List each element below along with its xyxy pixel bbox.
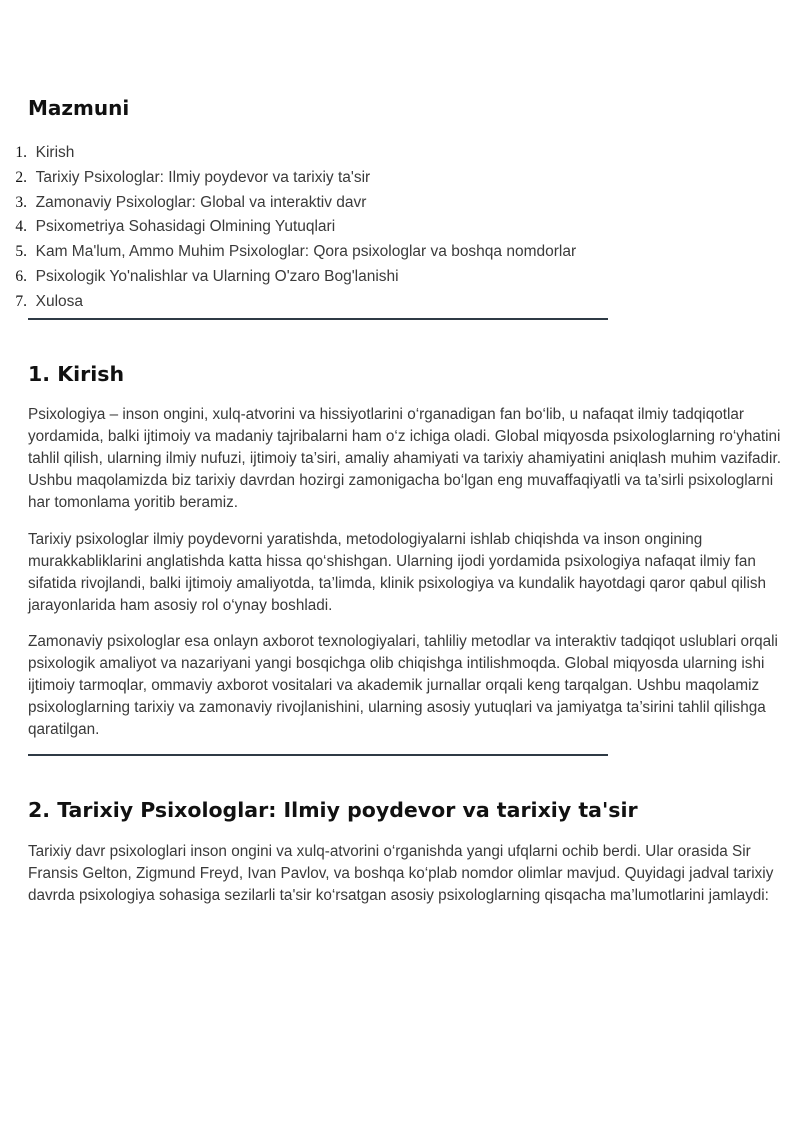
section-divider xyxy=(28,318,608,320)
paragraph: Tarixiy davr psixologlari inson ongini va xulq-atvorini o‘rganishda yangi ufqlarni ochib berdi. Ular orasida Sir Fransis Gelton, Zigmund Freyd, Ivan Pavlov, va boshqa ko‘plab nomdor olimlar mavjud. Quyidagi jadval tarixiy davrda psixologiya sohasiga sezilarli ta'sir ko‘rsatgan asosiy psixologlarning qisqacha ma’lumotlarini jamlaydi: xyxy=(28,843,774,904)
toc-item[interactable] xyxy=(0,141,576,166)
toc-item[interactable] xyxy=(0,166,576,191)
toc-item-number: 6. xyxy=(15,267,27,285)
toc-item[interactable] xyxy=(0,265,576,290)
paragraph: Tarixiy psixologlar ilmiy poydevorni yaratishda, metodologiyalarni ishlab chiqishda va inson ongining murakkabliklarini anglatishda katta hissa qo‘shishgan. Ularning ijodi yordamida psixologiya nafaqat ilmiy fan sifatida rivojlandi, balki ijtimoiy amaliyotda, ta’limda, klinik psixologiya va kundalik hayotdagi qaror qabul qilish jarayonlarida ham asosiy rol o‘ynay boshladi. xyxy=(28,531,767,614)
toc-item-label: Kirish xyxy=(35,144,75,161)
table-of-contents xyxy=(0,141,576,315)
toc-item-label: Kam Ma'lum, Ammo Muhim Psixologlar: Qora psixologlar va boshqa nomdorlar xyxy=(35,243,577,261)
toc-item-number: 7. xyxy=(15,292,27,310)
paragraph: Psixologiya – inson ongini, xulq-atvorini va hissiyotlarini o‘rganadigan fan bo‘lib, u nafaqat ilmiy tadqiqotlar yordamida, balki ijtimoiy va madaniy tajribalarni ham o‘z ichiga oladi. Global miqyosda psixologlarning ro‘yhatini tahlil qilish, ularning ilmiy nufuzi, ijtimoiy ta’siri, amaliy ahamiyati va tarixiy ahamiyatini aniqlash muhim vazifadir. Ushbu maqolamizda biz tarixiy davrdan hozirgi zamonigacha bo‘lgan eng muvaffaqiyatli va ta’sirli psixologlarni har tomonlama yoritib beramiz. xyxy=(28,406,781,511)
toc-item-label: Zamonaviy Psixologlar: Global va interaktiv davr xyxy=(35,193,367,211)
toc-item-number: 5. xyxy=(15,243,27,261)
section-divider xyxy=(28,754,608,756)
toc-item-label: Psixometriya Sohasidagi Olmining Yutuqlari xyxy=(35,218,336,236)
toc-item-label: Xulosa xyxy=(35,292,84,310)
paragraph: Zamonaviy psixologlar esa onlayn axborot texnologiyalari, tahliliy metodlar va interaktiv tadqiqot uslublari orqali psixologik amaliyot va nazariyani yangi bosqichga olib chiqishga intilishmoqda. Global miqyosda ularning ishi ijtimoiy tarmoqlar, ommaviy axborot vositalari va akademik jurnallar orqali keng tarqalgan. Ushbu maqolamiz psixologlarning tarixiy va zamonaviy rivojlanishini, ularning asosiy yutuqlari va jamiyatga ta’sirini tahlil qilishga qaratilgan. xyxy=(28,633,778,738)
section-heading: 2. Tarixiy Psixologlar: Ilmiy poydevor va tarixiy ta'sir xyxy=(28,798,638,822)
toc-heading: Mazmuni xyxy=(28,96,130,120)
section-heading: 1. Kirish xyxy=(28,362,125,386)
toc-item[interactable] xyxy=(0,290,576,315)
toc-item[interactable] xyxy=(0,215,576,240)
toc-item-label: Psixologik Yo'nalishlar va Ularning O'zaro Bog'lanishi xyxy=(35,267,399,285)
toc-item[interactable] xyxy=(0,240,576,265)
toc-item-label: Tarixiy Psixologlar: Ilmiy poydevor va tarixiy ta'sir xyxy=(35,168,371,186)
toc-item-number: 3. xyxy=(15,193,27,211)
toc-item-number: 4. xyxy=(15,218,27,236)
toc-item[interactable] xyxy=(0,191,576,216)
toc-item-number: 1. xyxy=(15,144,27,161)
toc-item-number: 2. xyxy=(15,168,27,186)
